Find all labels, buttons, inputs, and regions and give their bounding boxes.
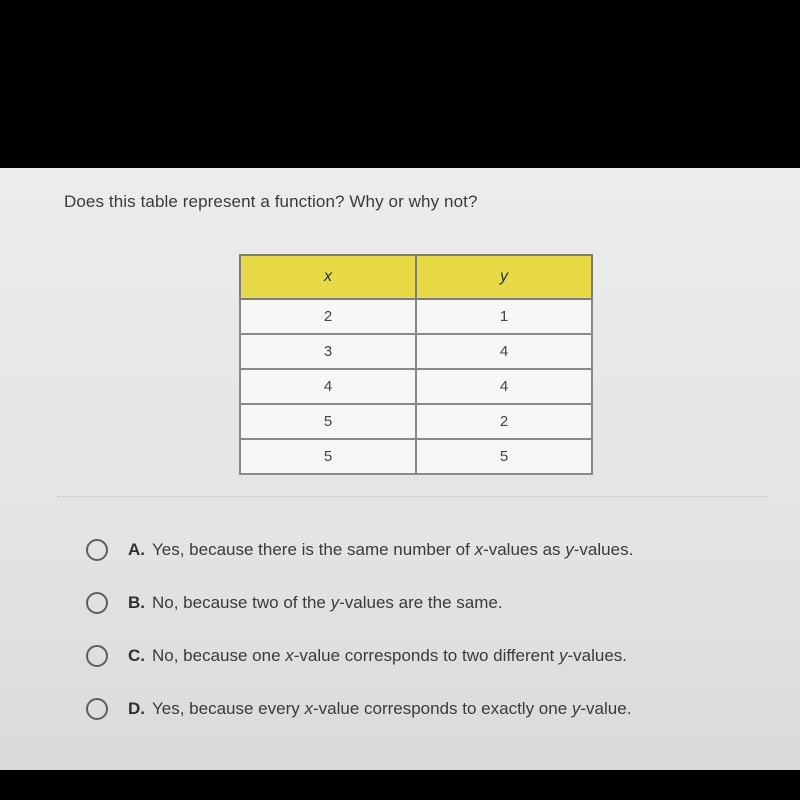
table-cell-y: 4 xyxy=(416,369,592,404)
table-header-row xyxy=(240,255,592,299)
answer-choice-b[interactable] xyxy=(86,589,786,616)
table-cell-y: 5 xyxy=(416,439,592,474)
xy-table-container xyxy=(239,254,593,475)
table-cell-y: 1 xyxy=(416,299,592,334)
choice-text: No, because two of the y-values are the same. xyxy=(152,592,503,612)
table-cell-y: 2 xyxy=(416,404,592,439)
column-header-y: y xyxy=(416,255,592,299)
table-cell-x: 2 xyxy=(240,299,416,334)
radio-button-b[interactable] xyxy=(86,592,108,614)
answer-choice-d[interactable] xyxy=(86,695,786,722)
choice-letter: A. xyxy=(128,539,145,559)
table-cell-x: 5 xyxy=(240,439,416,474)
quiz-screen xyxy=(0,168,800,770)
question-text: Does this table represent a function? Why or why not? xyxy=(64,192,478,211)
table-row xyxy=(240,369,592,404)
xy-table xyxy=(239,254,593,475)
radio-button-d[interactable] xyxy=(86,698,108,720)
column-header-x: x xyxy=(240,255,416,299)
radio-button-a[interactable] xyxy=(86,539,108,561)
table-cell-x: 4 xyxy=(240,369,416,404)
choice-text: Yes, because every x-value corresponds to exactly one y-value. xyxy=(152,698,632,718)
answer-choice-c[interactable] xyxy=(86,642,786,669)
choice-letter: B. xyxy=(128,592,145,612)
table-row xyxy=(240,299,592,334)
table-row xyxy=(240,439,592,474)
choice-text: Yes, because there is the same number of x-values as y-values. xyxy=(152,539,634,559)
table-row xyxy=(240,334,592,369)
choice-text: No, because one x-value corresponds to two different y-values. xyxy=(152,645,628,665)
radio-button-c[interactable] xyxy=(86,645,108,667)
answer-choice-a[interactable] xyxy=(86,536,786,563)
answer-choices xyxy=(86,536,786,748)
table-cell-x: 3 xyxy=(240,334,416,369)
choice-letter: D. xyxy=(128,698,145,718)
table-cell-y: 4 xyxy=(416,334,592,369)
table-cell-x: 5 xyxy=(240,404,416,439)
choice-letter: C. xyxy=(128,645,145,665)
table-row xyxy=(240,404,592,439)
section-divider xyxy=(58,496,768,497)
